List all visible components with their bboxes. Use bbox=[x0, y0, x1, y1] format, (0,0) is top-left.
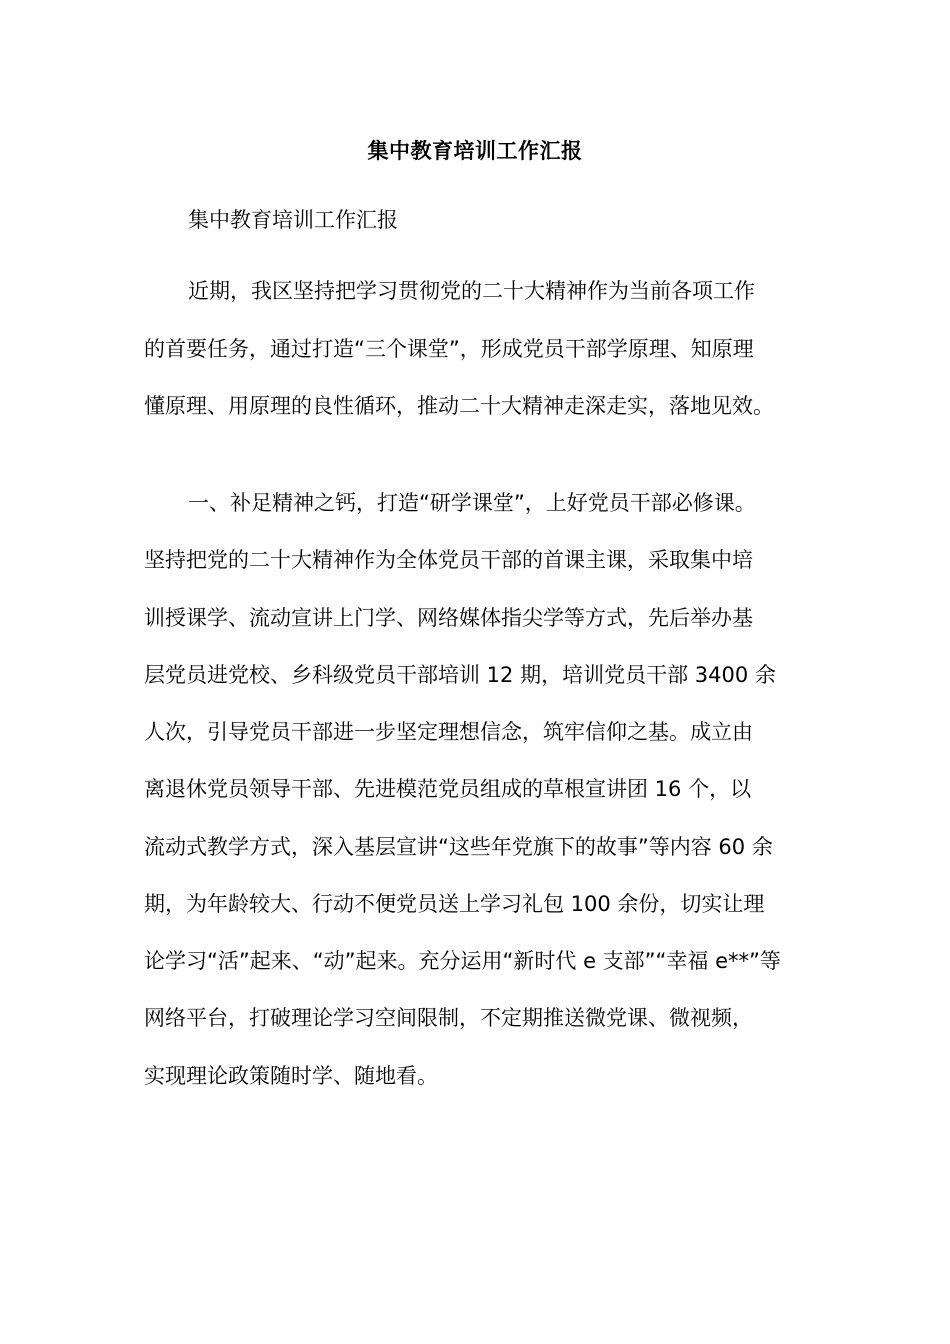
document-subtitle: 集中教育培训工作汇报 bbox=[188, 208, 398, 232]
document-title: 集中教育培训工作汇报 bbox=[367, 139, 583, 163]
paragraph-2-line: 实现理论政策随时学、随地看。 bbox=[144, 1064, 438, 1088]
paragraph-1-line-1: 近期，我区坚持把学习贯彻党的二十大精神作为当前各项工作 bbox=[188, 279, 755, 303]
paragraph-1-line-2: 的首要任务，通过打造“三个课堂”，形成党员干部学原理、知原理 bbox=[144, 337, 754, 361]
paragraph-2-line: 离退休党员领导干部、先进模范党员组成的草根宣讲团 16 个，以 bbox=[144, 777, 752, 801]
paragraph-2-line: 论学习“活”起来、“动”起来。充分运用“新时代 e 支部”“幸福 e**”等 bbox=[144, 949, 781, 973]
paragraph-2-line: 层党员进党校、乡科级党员干部培训 12 期，培训党员干部 3400 余 bbox=[144, 663, 776, 687]
paragraph-2-line: 训授课学、流动宣讲上门学、网络媒体指尖学等方式，先后举办基 bbox=[144, 606, 753, 630]
paragraph-1-line-3: 懂原理、用原理的良性循环，推动二十大精神走深走实，落地见效。 bbox=[144, 394, 774, 418]
paragraph-2-line: 期，为年龄较大、行动不便党员送上学习礼包 100 余份，切实让理 bbox=[144, 892, 765, 916]
paragraph-2-heading: 一、补足精神之钙，打造“研学课堂”，上好党员干部必修课。 bbox=[188, 491, 756, 515]
paragraph-2-line: 人次，引导党员干部进一步坚定理想信念，筑牢信仰之基。成立由 bbox=[144, 720, 753, 744]
paragraph-2-line: 坚持把党的二十大精神作为全体党员干部的首课主课，采取集中培 bbox=[144, 548, 753, 572]
paragraph-2-line: 网络平台，打破理论学习空间限制，不定期推送微党课、微视频， bbox=[144, 1006, 753, 1030]
paragraph-2-line: 流动式教学方式，深入基层宣讲“这些年党旗下的故事”等内容 60 余 bbox=[144, 835, 773, 859]
